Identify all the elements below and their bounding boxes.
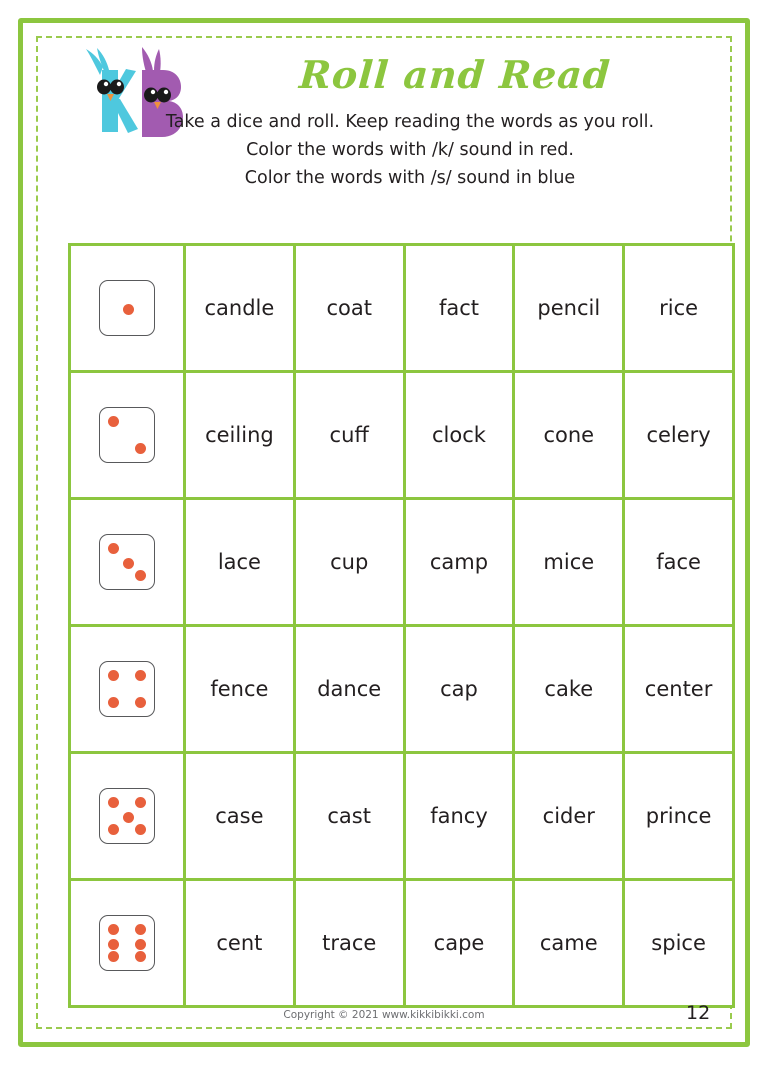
roll-and-read-table xyxy=(68,243,735,1008)
die-pip xyxy=(135,443,146,454)
instructions-block xyxy=(100,108,720,192)
die-face-3 xyxy=(99,534,155,590)
table-row xyxy=(70,753,734,880)
die-pip xyxy=(135,570,146,581)
word-cell[interactable]: camp xyxy=(404,499,514,626)
word-cell[interactable]: ceiling xyxy=(185,372,295,499)
table-row xyxy=(70,245,734,372)
die-cell xyxy=(70,626,185,753)
instruction-line-3: Color the words with /s/ sound in blue xyxy=(244,168,576,188)
copyright-text: Copyright © 2021 www.kikkibikki.com xyxy=(283,1009,485,1021)
table-row xyxy=(70,372,734,499)
word-cell[interactable]: spice xyxy=(624,880,734,1007)
table-row xyxy=(70,626,734,753)
word-cell[interactable]: candle xyxy=(185,245,295,372)
die-face-5 xyxy=(99,788,155,844)
word-cell[interactable]: rice xyxy=(624,245,734,372)
die-face-1 xyxy=(99,280,155,336)
die-pip xyxy=(135,924,146,935)
die-pip xyxy=(123,812,134,823)
worksheet-header xyxy=(40,40,728,215)
die-pip xyxy=(108,824,119,835)
die-pip xyxy=(135,939,146,950)
die-pip xyxy=(135,797,146,808)
word-cell[interactable]: cuff xyxy=(294,372,404,499)
die-cell xyxy=(70,753,185,880)
word-cell[interactable]: trace xyxy=(294,880,404,1007)
die-face-2 xyxy=(99,407,155,463)
die-pip xyxy=(123,558,134,569)
word-cell[interactable]: center xyxy=(624,626,734,753)
word-cell[interactable]: cake xyxy=(514,626,624,753)
die-pip xyxy=(108,939,119,950)
word-cell[interactable]: pencil xyxy=(514,245,624,372)
page-number: 12 xyxy=(686,1002,711,1024)
word-cell[interactable]: fancy xyxy=(404,753,514,880)
word-cell[interactable]: cup xyxy=(294,499,404,626)
table-row xyxy=(70,499,734,626)
word-cell[interactable]: prince xyxy=(624,753,734,880)
die-pip xyxy=(108,697,119,708)
instruction-line-2: Color the words with /k/ sound in red. xyxy=(246,140,574,160)
word-cell[interactable]: came xyxy=(514,880,624,1007)
word-cell[interactable]: face xyxy=(624,499,734,626)
die-cell xyxy=(70,245,185,372)
die-pip xyxy=(108,924,119,935)
die-cell xyxy=(70,499,185,626)
word-cell[interactable]: cider xyxy=(514,753,624,880)
word-cell[interactable]: lace xyxy=(185,499,295,626)
die-pip xyxy=(135,697,146,708)
word-cell[interactable]: fence xyxy=(185,626,295,753)
word-cell[interactable]: cast xyxy=(294,753,404,880)
die-pip xyxy=(108,951,119,962)
word-cell[interactable]: mice xyxy=(514,499,624,626)
page-title: Roll and Read xyxy=(297,52,613,97)
word-cell[interactable]: coat xyxy=(294,245,404,372)
die-pip xyxy=(135,670,146,681)
die-cell xyxy=(70,880,185,1007)
die-pip xyxy=(108,416,119,427)
word-cell[interactable]: clock xyxy=(404,372,514,499)
die-pip xyxy=(135,951,146,962)
word-cell[interactable]: dance xyxy=(294,626,404,753)
word-cell[interactable]: fact xyxy=(404,245,514,372)
die-pip xyxy=(108,670,119,681)
die-cell xyxy=(70,372,185,499)
die-face-6 xyxy=(99,915,155,971)
word-cell[interactable]: case xyxy=(185,753,295,880)
table-row xyxy=(70,880,734,1007)
die-face-4 xyxy=(99,661,155,717)
word-cell[interactable]: cent xyxy=(185,880,295,1007)
word-cell[interactable]: cape xyxy=(404,880,514,1007)
word-cell[interactable]: cone xyxy=(514,372,624,499)
instruction-line-1: Take a dice and roll. Keep reading the words as you roll. xyxy=(165,112,655,132)
die-pip xyxy=(108,797,119,808)
die-pip xyxy=(123,304,134,315)
die-pip xyxy=(135,824,146,835)
word-cell[interactable]: cap xyxy=(404,626,514,753)
word-cell[interactable]: celery xyxy=(624,372,734,499)
die-pip xyxy=(108,543,119,554)
